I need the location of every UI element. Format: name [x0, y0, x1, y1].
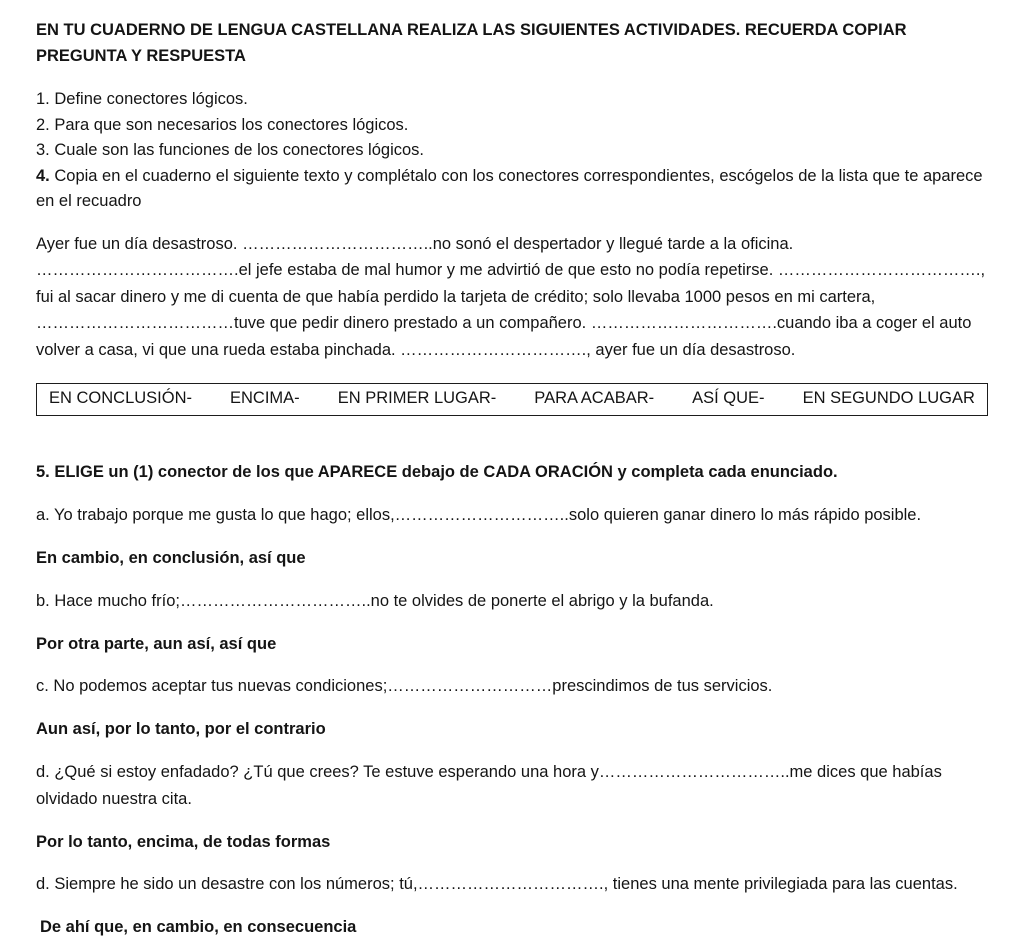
fill-in-paragraph: Ayer fue un día desastroso. ……………………………..no sonó el despertador y llegué tarde a la oficina. ……………………………….el jefe estaba de mal humor y me advirtió de que esto no podía repetirse. ………………………………., fui al sacar dinero y me di cuenta de que había perdido la tarjeta de crédito; solo llevaba 1000 pesos en mi cartera, ………………………………tuve que pedir dinero prestado a un compañero. …………………………….cuando iba a coger el auto volver a casa, vi que una rueda estaba pinchada. ……………………………., ayer fue un día desastroso. [36, 234, 986, 359]
exercise5-options-a: En cambio, en conclusión, así que [36, 548, 306, 567]
question-2 [36, 113, 988, 139]
question-1-number: 1. [36, 90, 50, 109]
connector-option-3: EN PRIMER LUGAR- [337, 388, 497, 407]
exercise5-options-d1: Por lo tanto, encima, de todas formas [36, 832, 331, 851]
question-4-text: Copia en el cuaderno el siguiente texto y complétalo con los conectores correspondientes, escógelos de la lista que te aparece en el recuadro [36, 166, 983, 211]
exercise5-options-d2: De ahí que, en cambio, en consecuencia [40, 918, 357, 937]
question-5-title: 5. ELIGE un (1) conector de los que APARECE debajo de CADA ORACIÓN y completa cada enunciado. [36, 462, 838, 481]
question-2-text: Para que son necesarios los conectores lógicos. [54, 115, 409, 134]
exercise5-sentence-b: b. Hace mucho frío;……………………………..no te olvides de ponerte el abrigo y la bufanda. [36, 591, 714, 610]
question-4 [36, 164, 988, 215]
exercise5-options-c: Aun así, por lo tanto, por el contrario [36, 720, 326, 739]
connector-option-6: EN SEGUNDO LUGAR [802, 388, 975, 407]
exercise5-sentence-d1: d. ¿Qué si estoy enfadado? ¿Tú que crees? Te estuve esperando una hora y……………………………..me dices que habías olvidado nuestra cita. [36, 763, 942, 808]
connector-option-5: ASÍ QUE- [692, 388, 765, 407]
exercise5-sentence-d2: d. Siempre he sido un desastre con los números; tú,……………………………., tienes una mente privilegiada para las cuentas. [36, 875, 958, 894]
exercise5-sentence-a: a. Yo trabajo porque me gusta lo que hago; ellos,…………………………..solo quieren ganar dinero lo más rápido posible. [36, 505, 922, 524]
connector-word-bank [36, 383, 988, 416]
question-3-text: Cuale son las funciones de los conectores lógicos. [54, 141, 424, 160]
connector-option-1: EN CONCLUSIÓN- [49, 388, 193, 407]
question-2-number: 2. [36, 115, 50, 134]
question-1 [36, 87, 988, 113]
exercise5-sentence-c: c. No podemos aceptar tus nuevas condiciones;…………………………prescindimos de tus servicios. [36, 677, 773, 696]
connector-option-4: PARA ACABAR- [534, 388, 655, 407]
connector-option-2: ENCIMA- [230, 388, 300, 407]
question-1-text: Define conectores lógicos. [54, 90, 248, 109]
question-4-number: 4. [36, 166, 50, 185]
worksheet-title: EN TU CUADERNO DE LENGUA CASTELLANA REALIZA LAS SIGUIENTES ACTIVIDADES. RECUERDA COPIAR PREGUNTA Y RESPUESTA [36, 21, 907, 65]
question-3 [36, 138, 988, 164]
question-3-number: 3. [36, 141, 50, 160]
exercise5-options-b: Por otra parte, aun así, así que [36, 634, 277, 653]
